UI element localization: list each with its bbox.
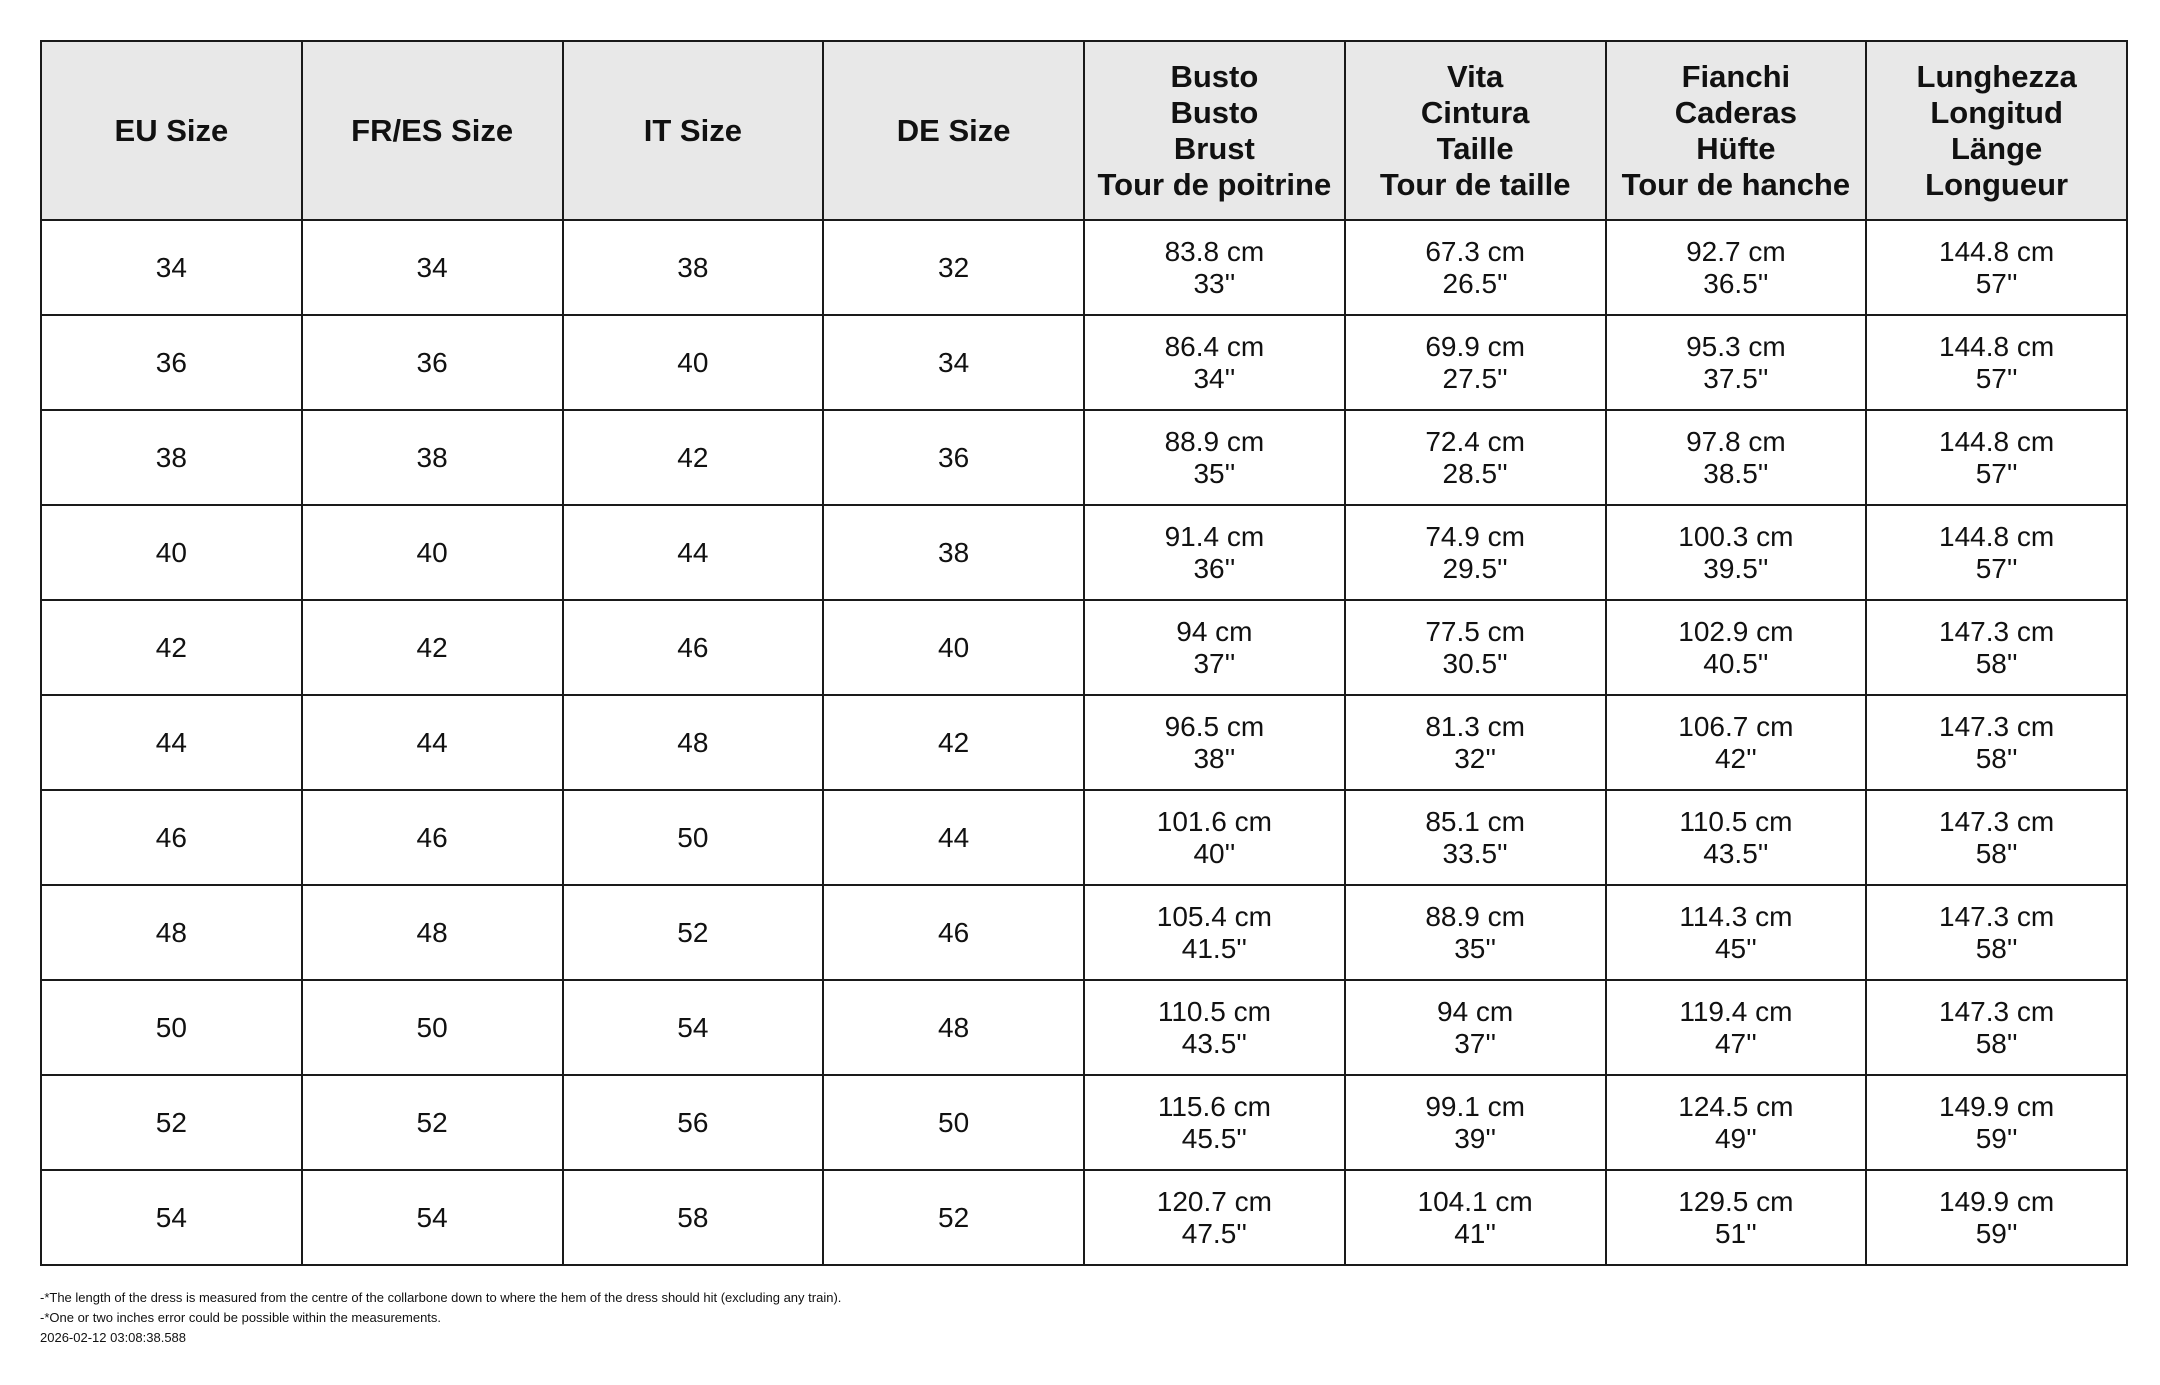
cell-hips-in: 39.5'': [1703, 552, 1769, 584]
cell-length-cm: 149.9 cm: [1939, 1090, 2055, 1122]
cell-fr-es-size: 44: [302, 695, 563, 790]
header-row: [41, 41, 2127, 220]
cell-bust-cm: 115.6 cm: [1157, 1090, 1271, 1122]
cell-bust-in: 45.5'': [1181, 1122, 1247, 1154]
cell-length: [1866, 980, 2127, 1075]
size-chart-header: [41, 41, 2127, 220]
cell-length-in: 57'': [1975, 552, 2018, 584]
cell-de-size: 38: [823, 505, 1084, 600]
cell-bust: [1084, 1170, 1345, 1265]
cell-waist: [1345, 600, 1606, 695]
cell-hips: [1606, 505, 1867, 600]
cell-bust-in: 38'': [1193, 742, 1236, 774]
cell-bust-cm: 105.4 cm: [1156, 900, 1272, 932]
cell-length-in: 57'': [1975, 457, 2018, 489]
cell-it-size: 56: [563, 1075, 824, 1170]
cell-hips: [1606, 220, 1867, 315]
cell-fr-es-size: 46: [302, 790, 563, 885]
cell-waist-in: 30.5'': [1442, 647, 1508, 679]
cell-waist: [1345, 220, 1606, 315]
cell-length-in: 59'': [1975, 1122, 2018, 1154]
cell-waist-in: 29.5'': [1442, 552, 1508, 584]
footnotes: [40, 1288, 841, 1348]
cell-fr-es-size: 34: [302, 220, 563, 315]
cell-bust: [1084, 410, 1345, 505]
cell-length-in: 58'': [1975, 647, 2018, 679]
cell-de-size: 48: [823, 980, 1084, 1075]
header-bust: Busto Busto Brust Tour de poitrine: [1084, 41, 1345, 220]
cell-hips: [1606, 410, 1867, 505]
cell-hips-cm: 110.5 cm: [1679, 805, 1793, 837]
cell-eu-size: 44: [41, 695, 302, 790]
table-row: [41, 600, 2127, 695]
cell-eu-size: 42: [41, 600, 302, 695]
cell-bust-in: 43.5'': [1181, 1027, 1247, 1059]
cell-fr-es-size: 54: [302, 1170, 563, 1265]
cell-hips-in: 40.5'': [1703, 647, 1769, 679]
cell-length: [1866, 1170, 2127, 1265]
cell-de-size: 40: [823, 600, 1084, 695]
cell-bust: [1084, 695, 1345, 790]
timestamp: 2026-02-12 03:08:38.588: [40, 1330, 187, 1345]
cell-length-cm: 147.3 cm: [1939, 615, 2055, 647]
cell-eu-size: 34: [41, 220, 302, 315]
cell-bust-in: 37'': [1193, 647, 1236, 679]
cell-length: [1866, 885, 2127, 980]
header-length: Lunghezza Longitud Länge Longueur: [1866, 41, 2127, 220]
cell-bust-cm: 96.5 cm: [1164, 710, 1265, 742]
table-row: [41, 1075, 2127, 1170]
cell-it-size: 46: [563, 600, 824, 695]
cell-hips: [1606, 1075, 1867, 1170]
cell-length: [1866, 790, 2127, 885]
cell-bust-cm: 88.9 cm: [1164, 425, 1265, 457]
cell-fr-es-size: 50: [302, 980, 563, 1075]
cell-hips: [1606, 315, 1867, 410]
cell-hips: [1606, 885, 1867, 980]
cell-waist: [1345, 505, 1606, 600]
cell-bust: [1084, 885, 1345, 980]
cell-hips-cm: 92.7 cm: [1686, 235, 1786, 267]
cell-length: [1866, 315, 2127, 410]
cell-it-size: 52: [563, 885, 824, 980]
cell-fr-es-size: 48: [302, 885, 563, 980]
cell-bust-cm: 110.5 cm: [1157, 995, 1271, 1027]
cell-bust-in: 33'': [1193, 267, 1236, 299]
cell-eu-size: 54: [41, 1170, 302, 1265]
cell-hips: [1606, 790, 1867, 885]
cell-hips: [1606, 1170, 1867, 1265]
cell-waist: [1345, 695, 1606, 790]
cell-bust: [1084, 220, 1345, 315]
cell-length-in: 58'': [1975, 1027, 2018, 1059]
cell-waist-in: 27.5'': [1442, 362, 1508, 394]
cell-de-size: 36: [823, 410, 1084, 505]
cell-waist-cm: 94 cm: [1437, 995, 1514, 1027]
cell-hips-cm: 102.9 cm: [1678, 615, 1794, 647]
cell-hips-in: 37.5'': [1703, 362, 1769, 394]
cell-waist-cm: 88.9 cm: [1425, 900, 1525, 932]
cell-it-size: 38: [563, 220, 824, 315]
cell-bust: [1084, 505, 1345, 600]
cell-length-cm: 147.3 cm: [1939, 710, 2055, 742]
cell-length-in: 58'': [1975, 742, 2018, 774]
cell-waist-cm: 99.1 cm: [1425, 1090, 1525, 1122]
cell-length-in: 59'': [1975, 1217, 2018, 1249]
cell-length: [1866, 695, 2127, 790]
header-fr-es-size: FR/ES Size: [302, 41, 563, 220]
header-hips: Fianchi Caderas Hüfte Tour de hanche: [1606, 41, 1867, 220]
cell-fr-es-size: 42: [302, 600, 563, 695]
cell-it-size: 40: [563, 315, 824, 410]
cell-it-size: 42: [563, 410, 824, 505]
cell-hips-in: 38.5'': [1703, 457, 1769, 489]
cell-waist-cm: 67.3 cm: [1425, 235, 1525, 267]
cell-it-size: 48: [563, 695, 824, 790]
cell-waist-in: 35'': [1454, 932, 1497, 964]
cell-waist-cm: 74.9 cm: [1425, 520, 1525, 552]
cell-waist: [1345, 1170, 1606, 1265]
cell-bust: [1084, 315, 1345, 410]
cell-eu-size: 36: [41, 315, 302, 410]
cell-de-size: 46: [823, 885, 1084, 980]
cell-hips-in: 45'': [1714, 932, 1757, 964]
table-row: [41, 980, 2127, 1075]
cell-length: [1866, 600, 2127, 695]
cell-it-size: 58: [563, 1170, 824, 1265]
cell-eu-size: 48: [41, 885, 302, 980]
cell-waist: [1345, 410, 1606, 505]
header-eu-size: EU Size: [41, 41, 302, 220]
table-row: [41, 790, 2127, 885]
cell-hips-cm: 97.8 cm: [1686, 425, 1786, 457]
length-footnote: -*The length of the dress is measured from the centre of the collarbone down to where the hem of the dress should hit (excluding any train).: [40, 1290, 842, 1305]
cell-bust: [1084, 980, 1345, 1075]
cell-waist-cm: 104.1 cm: [1417, 1185, 1533, 1217]
cell-de-size: 52: [823, 1170, 1084, 1265]
cell-waist: [1345, 980, 1606, 1075]
table-row: [41, 315, 2127, 410]
cell-waist-in: 39'': [1454, 1122, 1497, 1154]
cell-length-cm: 147.3 cm: [1939, 900, 2055, 932]
cell-waist-in: 26.5'': [1442, 267, 1508, 299]
cell-length-cm: 144.8 cm: [1939, 330, 2055, 362]
cell-length-in: 57'': [1975, 267, 2018, 299]
cell-hips-cm: 129.5 cm: [1678, 1185, 1794, 1217]
cell-bust: [1084, 790, 1345, 885]
cell-bust-cm: 86.4 cm: [1164, 330, 1265, 362]
table-row: [41, 505, 2127, 600]
cell-bust-cm: 120.7 cm: [1156, 1185, 1272, 1217]
cell-waist: [1345, 1075, 1606, 1170]
cell-fr-es-size: 52: [302, 1075, 563, 1170]
cell-bust-in: 47.5'': [1181, 1217, 1247, 1249]
cell-bust-in: 36'': [1193, 552, 1236, 584]
cell-de-size: 50: [823, 1075, 1084, 1170]
cell-waist-in: 28.5'': [1442, 457, 1508, 489]
header-it-size: IT Size: [563, 41, 824, 220]
cell-hips-in: 43.5'': [1703, 837, 1769, 869]
cell-length-in: 57'': [1975, 362, 2018, 394]
cell-hips-cm: 95.3 cm: [1686, 330, 1786, 362]
cell-waist-cm: 81.3 cm: [1425, 710, 1525, 742]
cell-length: [1866, 410, 2127, 505]
error-footnote: -*One or two inches error could be possible within the measurements.: [40, 1310, 442, 1325]
cell-hips: [1606, 600, 1867, 695]
cell-length: [1866, 220, 2127, 315]
cell-bust-in: 34'': [1193, 362, 1236, 394]
cell-waist: [1345, 885, 1606, 980]
cell-it-size: 44: [563, 505, 824, 600]
cell-length: [1866, 1075, 2127, 1170]
cell-length-cm: 144.8 cm: [1939, 425, 2055, 457]
table-row: [41, 410, 2127, 505]
cell-hips-in: 49'': [1714, 1122, 1757, 1154]
header-waist: Vita Cintura Taille Tour de taille: [1345, 41, 1606, 220]
cell-hips-in: 47'': [1714, 1027, 1757, 1059]
cell-waist-cm: 77.5 cm: [1425, 615, 1525, 647]
cell-eu-size: 52: [41, 1075, 302, 1170]
cell-waist-in: 37'': [1454, 1027, 1497, 1059]
cell-fr-es-size: 36: [302, 315, 563, 410]
cell-hips-in: 51'': [1714, 1217, 1757, 1249]
cell-bust-cm: 94 cm: [1176, 615, 1253, 647]
cell-bust: [1084, 600, 1345, 695]
cell-de-size: 42: [823, 695, 1084, 790]
cell-hips-in: 42'': [1714, 742, 1757, 774]
cell-hips-cm: 114.3 cm: [1679, 900, 1793, 932]
cell-de-size: 44: [823, 790, 1084, 885]
cell-length-cm: 149.9 cm: [1939, 1185, 2055, 1217]
cell-hips: [1606, 695, 1867, 790]
cell-waist-cm: 72.4 cm: [1425, 425, 1525, 457]
cell-bust: [1084, 1075, 1345, 1170]
cell-bust-in: 41.5'': [1181, 932, 1247, 964]
cell-waist-in: 41'': [1454, 1217, 1497, 1249]
header-de-size: DE Size: [823, 41, 1084, 220]
cell-waist-in: 33.5'': [1442, 837, 1508, 869]
table-row: [41, 885, 2127, 980]
cell-length-cm: 144.8 cm: [1939, 235, 2055, 267]
size-chart-body: [41, 220, 2127, 1265]
cell-it-size: 54: [563, 980, 824, 1075]
table-row: [41, 220, 2127, 315]
cell-de-size: 32: [823, 220, 1084, 315]
cell-hips-in: 36.5'': [1703, 267, 1769, 299]
cell-waist: [1345, 790, 1606, 885]
size-chart-table: [40, 40, 2128, 1266]
cell-hips-cm: 119.4 cm: [1679, 995, 1793, 1027]
cell-bust-in: 40'': [1193, 837, 1236, 869]
cell-bust-cm: 101.6 cm: [1156, 805, 1272, 837]
cell-hips: [1606, 980, 1867, 1075]
cell-bust-cm: 83.8 cm: [1164, 235, 1265, 267]
cell-de-size: 34: [823, 315, 1084, 410]
cell-hips-cm: 124.5 cm: [1678, 1090, 1794, 1122]
cell-length-cm: 144.8 cm: [1939, 520, 2055, 552]
cell-length-cm: 147.3 cm: [1939, 995, 2055, 1027]
cell-it-size: 50: [563, 790, 824, 885]
cell-length-in: 58'': [1975, 837, 2018, 869]
cell-length-in: 58'': [1975, 932, 2018, 964]
cell-length-cm: 147.3 cm: [1939, 805, 2055, 837]
table-row: [41, 695, 2127, 790]
cell-eu-size: 50: [41, 980, 302, 1075]
table-row: [41, 1170, 2127, 1265]
cell-bust-in: 35'': [1193, 457, 1236, 489]
cell-hips-cm: 100.3 cm: [1678, 520, 1794, 552]
cell-waist: [1345, 315, 1606, 410]
cell-bust-cm: 91.4 cm: [1164, 520, 1265, 552]
cell-eu-size: 40: [41, 505, 302, 600]
cell-eu-size: 46: [41, 790, 302, 885]
cell-eu-size: 38: [41, 410, 302, 505]
cell-waist-in: 32'': [1454, 742, 1497, 774]
cell-fr-es-size: 40: [302, 505, 563, 600]
cell-waist-cm: 85.1 cm: [1425, 805, 1525, 837]
cell-fr-es-size: 38: [302, 410, 563, 505]
cell-waist-cm: 69.9 cm: [1425, 330, 1525, 362]
cell-hips-cm: 106.7 cm: [1678, 710, 1794, 742]
cell-length: [1866, 505, 2127, 600]
